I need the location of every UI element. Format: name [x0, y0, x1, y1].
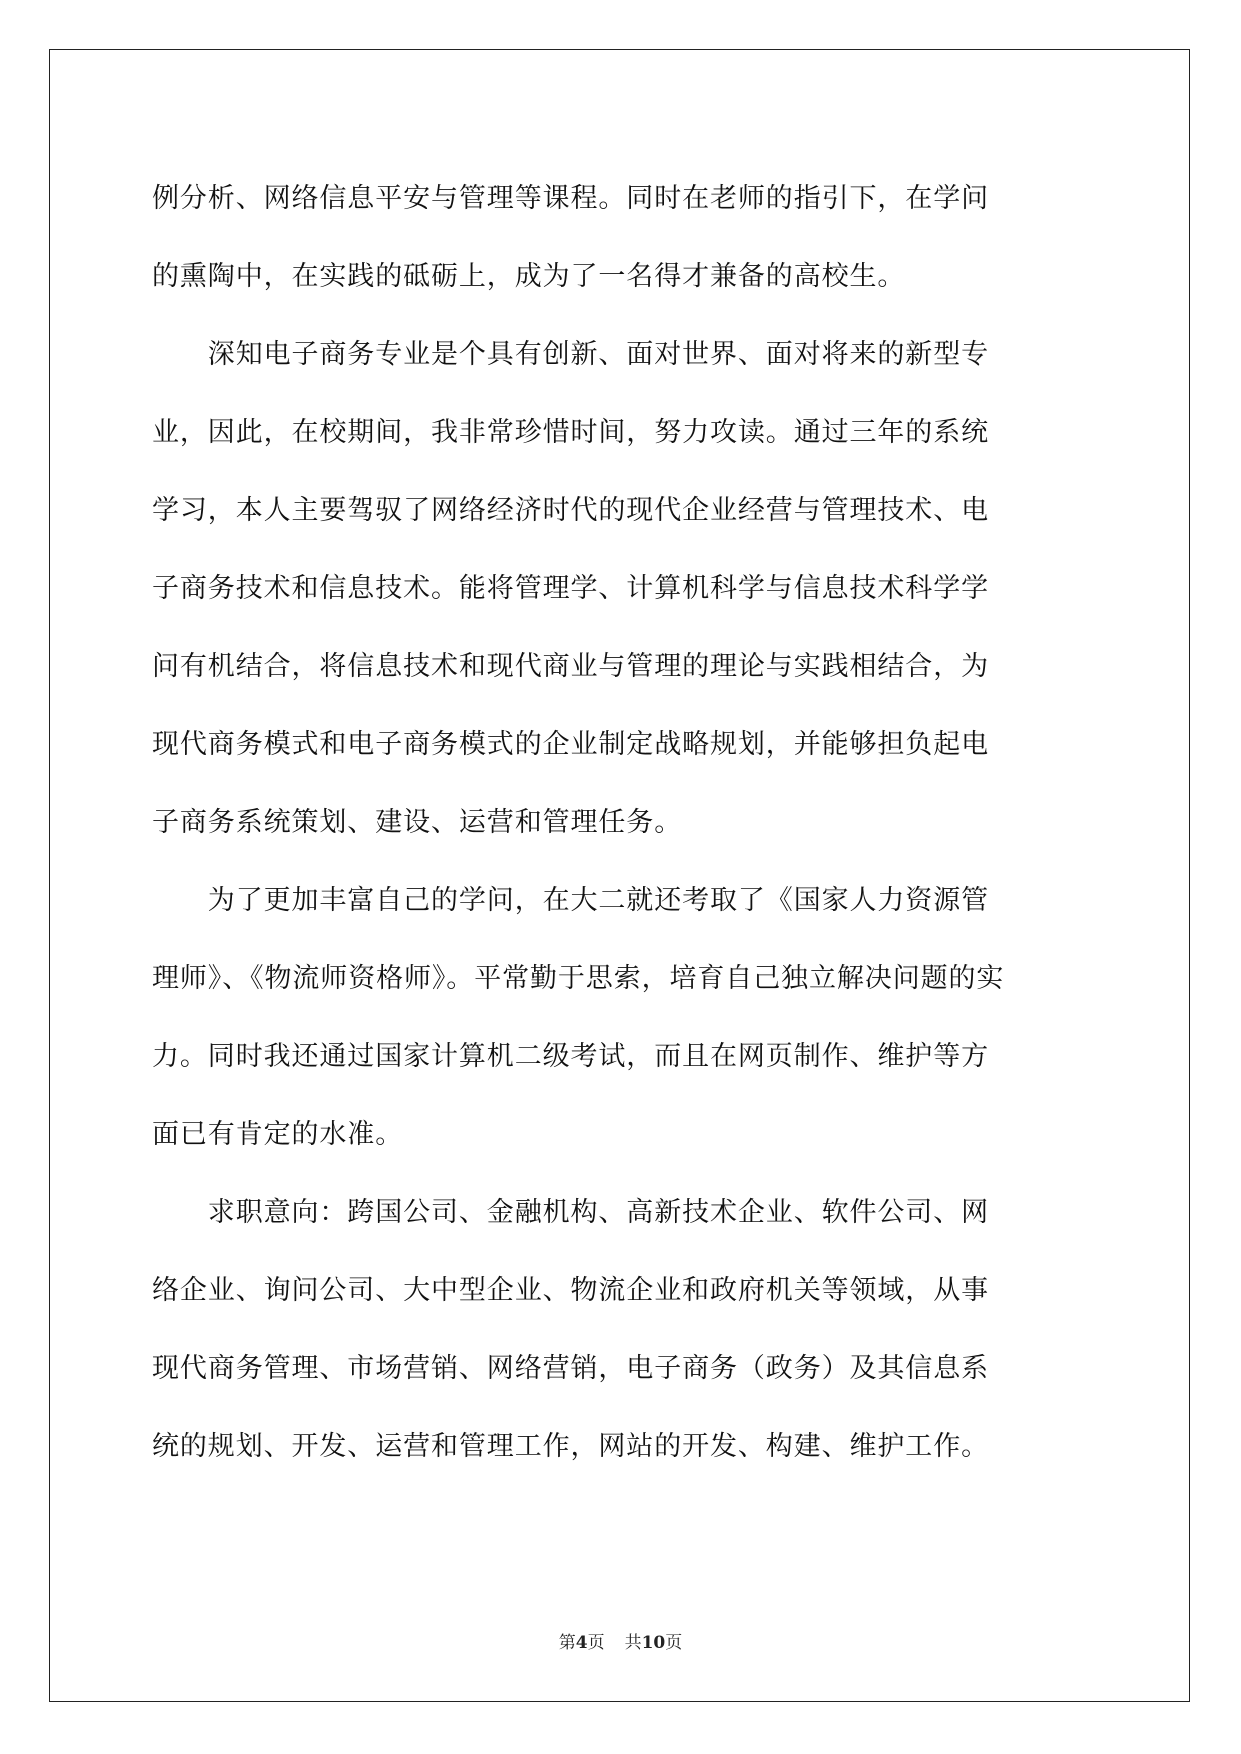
page-suffix: 页	[587, 1633, 605, 1653]
text-line: 业，因此，在校期间，我非常珍惜时间，努力攻读。通过三年的系统	[152, 417, 989, 448]
text-line: 统的规划、开发、运营和管理工作，网站的开发、构建、维护工作。	[152, 1431, 989, 1462]
total-prefix: 共	[624, 1633, 642, 1653]
text-line: 面已有肯定的水准。	[152, 1119, 404, 1150]
document-body	[152, 160, 1089, 1486]
text-line: 学习，本人主要驾驭了网络经济时代的现代企业经营与管理技术、电	[152, 495, 989, 526]
page-footer	[0, 1628, 1241, 1653]
total-pages: 10	[641, 1633, 666, 1653]
text-line: 例分析、网络信息平安与管理等课程。同时在老师的指引下，在学问	[152, 183, 989, 214]
paragraph-start-line: 求职意向：跨国公司、金融机构、高新技术企业、软件公司、网	[152, 1197, 989, 1228]
text-line: 现代商务管理、市场营销、网络营销，电子商务（政务）及其信息系	[152, 1353, 989, 1384]
page-number: 4	[575, 1633, 588, 1653]
text-line: 子商务技术和信息技术。能将管理学、计算机科学与信息技术科学学	[152, 573, 989, 604]
paragraph-start-line: 为了更加丰富自己的学问，在大二就还考取了《国家人力资源管	[152, 885, 989, 916]
page-prefix: 第	[558, 1633, 576, 1653]
text-line: 络企业、询问公司、大中型企业、物流企业和政府机关等领域，从事	[152, 1275, 989, 1306]
text-line: 现代商务模式和电子商务模式的企业制定战略规划，并能够担负起电	[152, 729, 989, 760]
total-suffix: 页	[665, 1633, 683, 1653]
text-line: 理师》、《物流师资格师》。平常勤于思索，培育自己独立解决问题的实	[152, 963, 1005, 994]
text-line: 问有机结合，将信息技术和现代商业与管理的理论与实践相结合，为	[152, 651, 989, 682]
paragraph-start-line: 深知电子商务专业是个具有创新、面对世界、面对将来的新型专	[152, 339, 989, 370]
text-line: 子商务系统策划、建设、运营和管理任务。	[152, 807, 683, 838]
text-line: 的熏陶中，在实践的砥砺上，成为了一名得才兼备的高校生。	[152, 261, 906, 292]
text-line: 力。同时我还通过国家计算机二级考试，而且在网页制作、维护等方	[152, 1041, 989, 1072]
